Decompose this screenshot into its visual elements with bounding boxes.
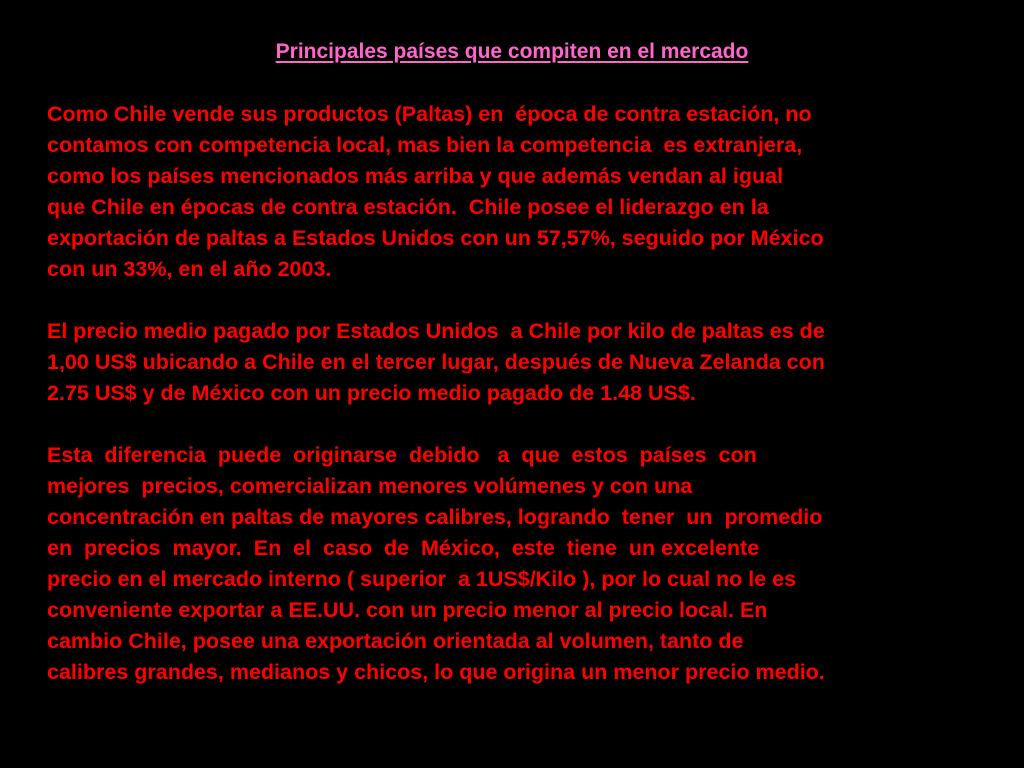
text-line: como los países mencionados más arriba y que además vendan al igual [47, 164, 784, 188]
slide-title: Principales países que compiten en el mercado [275, 40, 749, 63]
text-line: 1,00 US$ ubicando a Chile en el tercer lugar, después de Nueva Zelanda con [47, 350, 825, 374]
text-line: que Chile en épocas de contra estación. Chile posee el liderazgo en la [47, 195, 769, 219]
text-line: contamos con competencia local, mas bien la competencia es extranjera, [47, 133, 803, 157]
paragraph-prices [47, 316, 987, 409]
paragraph-difference [47, 440, 987, 688]
text-line: en precios mayor. En el caso de México, este tiene un excelente [47, 536, 760, 560]
text-line: Como Chile vende sus productos (Paltas) en época de contra estación, no [47, 102, 812, 126]
text-line: concentración en paltas de mayores calibres, logrando tener un promedio [47, 505, 823, 529]
paragraph-competition [47, 99, 987, 285]
paragraph-spacer [47, 409, 987, 440]
text-line: mejores precios, comercializan menores volúmenes y con una [47, 474, 693, 498]
text-line: 2.75 US$ y de México con un precio medio pagado de 1.48 US$. [47, 381, 696, 405]
text-line: exportación de paltas a Estados Unidos con un 57,57%, seguido por México [47, 226, 824, 250]
text-line: con un 33%, en el año 2003. [47, 257, 332, 281]
text-line: cambio Chile, posee una exportación orientada al volumen, tanto de [47, 629, 744, 653]
text-line: conveniente exportar a EE.UU. con un precio menor al precio local. En [47, 598, 768, 622]
text-line: calibres grandes, medianos y chicos, lo que origina un menor precio medio. [47, 660, 825, 684]
text-line: precio en el mercado interno ( superior a 1US$/Kilo ), por lo cual no le es [47, 567, 797, 591]
text-line: Esta diferencia puede originarse debido a que estos países con [47, 443, 757, 467]
text-line: El precio medio pagado por Estados Unidos a Chile por kilo de paltas es de [47, 319, 825, 343]
slide-body [47, 99, 987, 688]
paragraph-spacer [47, 285, 987, 316]
